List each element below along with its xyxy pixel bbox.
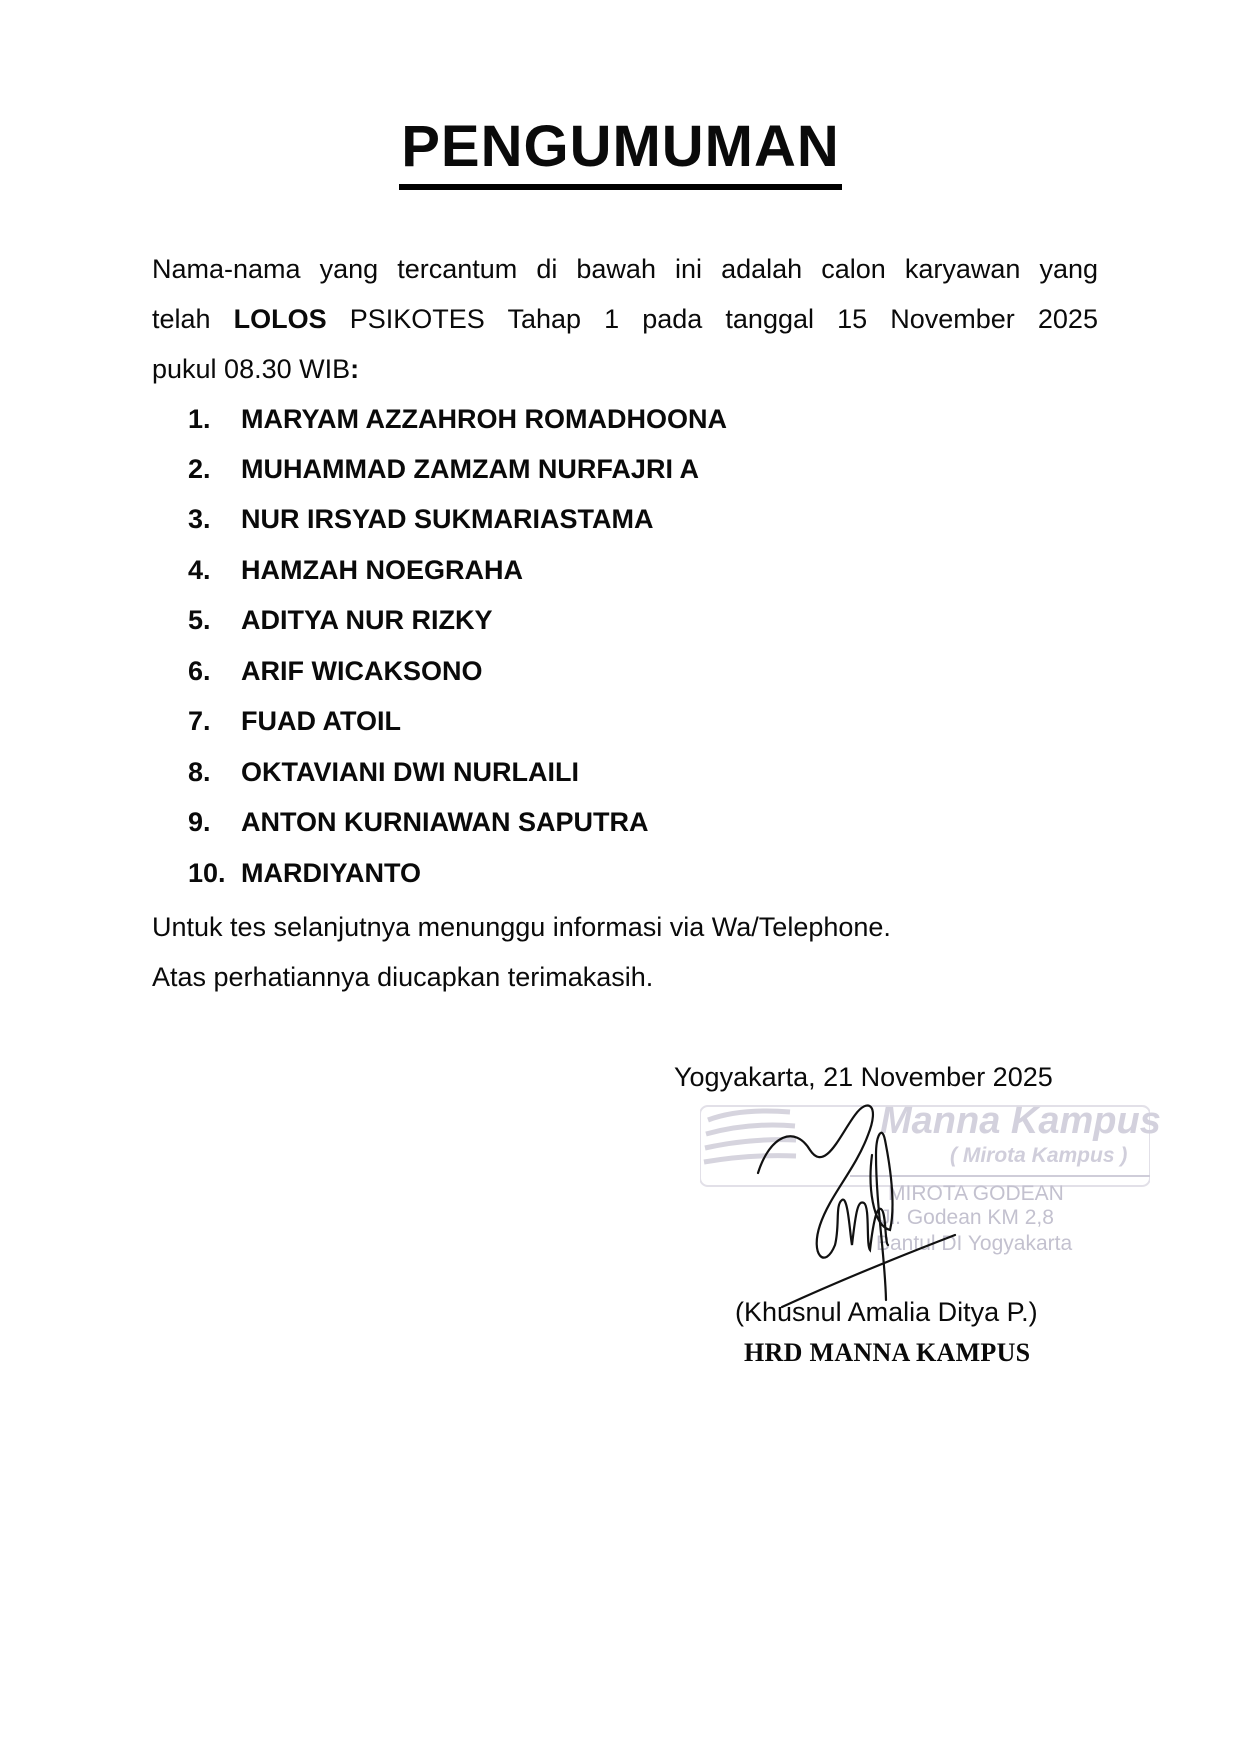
stamp-subtitle: ( Mirota Kampus ) xyxy=(950,1144,1128,1167)
document-title-wrap xyxy=(0,112,1241,190)
stamp-brand: Manna Kampus xyxy=(880,1100,1161,1142)
candidate-item xyxy=(188,557,523,584)
candidate-name: FUAD ATOIL xyxy=(241,706,401,736)
candidate-item xyxy=(188,860,421,887)
candidate-number: 5. xyxy=(188,605,211,635)
stamp-line-3: Bantul DI Yogyakarta xyxy=(876,1232,1073,1255)
candidate-number: 6. xyxy=(188,656,211,686)
signature-icon xyxy=(740,1095,980,1310)
candidate-name: ARIF WICAKSONO xyxy=(241,656,483,686)
intro-line-2 xyxy=(152,306,1098,333)
intro-line-2-prefix: telah xyxy=(152,304,211,334)
candidate-name: MUHAMMAD ZAMZAM NURFAJRI A xyxy=(241,454,699,484)
intro-line-2-rest: PSIKOTES Tahap 1 pada tanggal 15 November 2025 xyxy=(349,304,1098,334)
intro-lolos-emphasis: LOLOS xyxy=(233,304,327,334)
document-title: PENGUMUMAN xyxy=(399,112,842,190)
candidate-name: OKTAVIANI DWI NURLAILI xyxy=(241,757,579,787)
candidate-name: MARDIYANTO xyxy=(241,858,422,888)
candidate-name: ADITYA NUR RIZKY xyxy=(241,605,493,635)
intro-line-3-colon: : xyxy=(350,354,360,384)
intro-line-1: Nama-nama yang tercantum di bawah ini adalah calon karyawan yang xyxy=(152,254,1098,284)
candidate-item xyxy=(188,506,654,533)
candidate-name: NUR IRSYAD SUKMARIASTAMA xyxy=(241,504,654,534)
signer-name: (Khusnul Amalia Ditya P.) xyxy=(735,1297,1038,1327)
candidate-number: 8. xyxy=(188,757,211,787)
stamp-line-1: MIROTA GODEAN xyxy=(888,1182,1064,1205)
candidate-number: 7. xyxy=(188,706,211,736)
candidate-item xyxy=(188,658,482,685)
candidate-item xyxy=(188,809,649,836)
candidate-number: 4. xyxy=(188,555,211,585)
place-date: Yogyakarta, 21 November 2025 xyxy=(674,1062,1053,1092)
intro-line-3 xyxy=(152,356,1098,383)
candidate-item xyxy=(188,708,401,735)
candidate-item xyxy=(188,607,493,634)
intro-line-3-text: pukul 08.30 WIB xyxy=(152,354,351,384)
candidate-number: 2. xyxy=(188,454,211,484)
closing-line-1: Untuk tes selanjutnya menunggu informasi via Wa/Telephone. xyxy=(152,912,891,942)
signer-title: HRD MANNA KAMPUS xyxy=(744,1338,1031,1367)
candidate-number: 10. xyxy=(188,858,226,888)
candidate-number: 3. xyxy=(188,504,211,534)
stamp-line-2: Jl. Godean KM 2,8 xyxy=(880,1206,1054,1229)
candidate-item xyxy=(188,406,727,433)
candidate-number: 1. xyxy=(188,404,211,434)
candidate-number: 9. xyxy=(188,807,211,837)
candidate-name: HAMZAH NOEGRAHA xyxy=(241,555,523,585)
candidate-item xyxy=(188,759,579,786)
closing-line-2: Atas perhatiannya diucapkan terimakasih. xyxy=(152,962,654,992)
candidate-name: ANTON KURNIAWAN SAPUTRA xyxy=(241,807,649,837)
candidate-name: MARYAM AZZAHROH ROMADHOONA xyxy=(241,404,727,434)
candidate-item xyxy=(188,456,699,483)
